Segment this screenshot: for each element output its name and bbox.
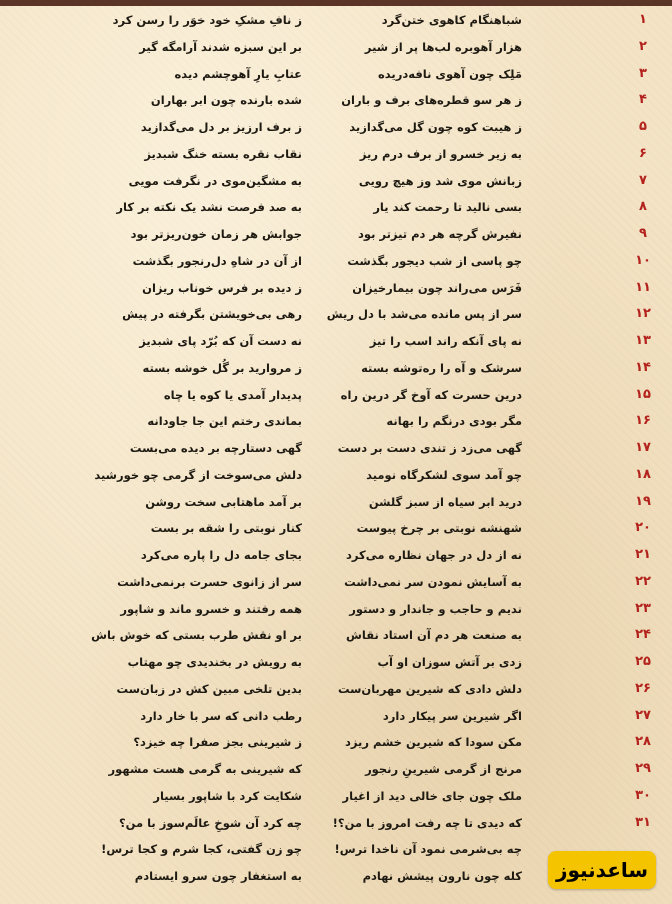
first-hemistich: فَرَس می‌راند چون بیمارخیزان	[352, 280, 522, 295]
first-hemistich: نفیرش گرچه هر دم تیزتر بود	[358, 227, 522, 241]
verse-number: ۵	[639, 119, 647, 134]
second-hemistich: ز دیده بر فرس خوناب ریزان	[142, 280, 302, 295]
second-hemistich: پدیدار آمدی یا کوه یا چاه	[163, 387, 302, 402]
verse-number: ۱۷	[635, 440, 651, 455]
verse-row	[0, 302, 672, 328]
verse-row	[0, 356, 672, 382]
first-hemistich: ملک چون جای خالی دید از اغیار	[342, 788, 522, 803]
second-hemistich: از آن در شاهِ دل‌رنجور بگذشت	[132, 253, 302, 268]
verse-number: ۱۵	[635, 386, 651, 402]
first-hemistich: مَلِک چون آهوی نافه‌دریده	[378, 66, 522, 81]
second-hemistich: شکایت کرد با شاپور بسیار	[153, 788, 302, 803]
second-hemistich: بر این سبزه شدند آرامگه گیر	[139, 39, 302, 54]
verse-row	[0, 811, 672, 837]
verse-row	[0, 543, 672, 569]
second-hemistich: عتابِ یارِ آهوچشم دیده	[174, 66, 302, 81]
first-hemistich: مگر بودی درنگم را بهانه	[386, 414, 522, 429]
first-hemistich: شهنشه نوبتی بر چرخ پیوست	[356, 521, 522, 536]
second-hemistich: جوابش هر زمان خون‌ریزتر بود	[130, 227, 302, 241]
second-hemistich: همه رفتند و خسرو ماند و شاپور	[120, 601, 302, 616]
verse-number: ۱۶	[635, 413, 651, 429]
first-hemistich: مرنج از گرمی شیرینِ رنجور	[365, 762, 522, 776]
verse-number: ۸	[639, 199, 647, 215]
second-hemistich: چه کرد آن شوخِ عالَم‌سوز با من؟	[118, 815, 302, 830]
verse-number: ۱۴	[635, 359, 651, 375]
second-hemistich: بر آمد ماهتابی سخت روشن	[145, 494, 302, 509]
second-hemistich: دلش می‌سوخت از گرمی چو خورشید	[94, 467, 302, 482]
verse-row	[0, 436, 672, 462]
second-hemistich: ز برف ارزیز بر دل می‌گدازید	[140, 120, 302, 134]
verse-number: ۲۰	[635, 520, 651, 536]
first-hemistich: که دیدی تا چه رفت امروز با من؟!	[332, 815, 522, 830]
first-hemistich: چو پاسی از شب دیجور بگذشت	[347, 253, 522, 268]
verse-number: ۲۸	[635, 734, 651, 750]
first-hemistich: ندیم و حاجب و جاندار و دستور	[349, 601, 522, 616]
verse-number: ۳۰	[635, 787, 651, 803]
verse-number: ۲۱	[635, 547, 651, 562]
second-hemistich: بجای جامه دل را پاره می‌کرد	[140, 548, 302, 562]
second-hemistich: رطب دانی که سر با خار دارد	[140, 708, 302, 723]
second-hemistich: چو زن گفتی، کجا شرم و کجا ترس!	[101, 842, 302, 857]
verse-number: ۱۸	[635, 466, 651, 482]
verse-row	[0, 463, 672, 489]
verse-number: ۱۳	[635, 333, 651, 348]
verse-row	[0, 490, 672, 516]
first-hemistich: چو آمد سوی لشکرگاه نومید	[366, 467, 522, 482]
verse-row	[0, 329, 672, 355]
first-hemistich: به صنعت هر دم آن استاد نقاش	[346, 628, 522, 643]
second-hemistich: به صد فرصت نشد یک نکته بر کار	[116, 200, 302, 215]
second-hemistich: کنار نوبتی را شقه بر بست	[150, 521, 302, 536]
first-hemistich: اگر شیرین سر پیکار دارد	[382, 708, 522, 723]
verse-row	[0, 195, 672, 221]
first-hemistich: زبانش موی شد وز هیچ رویی	[358, 173, 522, 188]
verse-row	[0, 409, 672, 435]
verse-number: ۱۱	[635, 279, 651, 295]
verse-number: ۶	[639, 145, 647, 161]
first-hemistich: سرشک و آه را رەتوشه بسته	[361, 360, 522, 375]
second-hemistich: شده بارنده چون ابر بهاران	[150, 93, 302, 108]
verse-number: ۳	[639, 65, 647, 81]
first-hemistich: چه بی‌شرمی نمود آن ناخدا ترس!	[334, 842, 522, 857]
verse-row	[0, 650, 672, 676]
first-hemistich: هزار آهوبره لب‌ها پر از شیر	[364, 39, 522, 54]
verse-number: ۴	[639, 92, 647, 108]
first-hemistich: گهی می‌زد ز تندی دست بر دست	[337, 441, 522, 455]
verse-row	[0, 784, 672, 810]
first-hemistich: دلش دادی که شیرین مهربان‌ست	[337, 681, 522, 696]
first-hemistich: به آسایش نمودن سر نمی‌داشت	[344, 574, 522, 589]
first-hemistich: ز هیبت کوه چون گل می‌گدازید	[349, 120, 522, 134]
verse-number: ۲۷	[635, 707, 651, 723]
first-hemistich: بسی نالید تا رحمت کند یار	[373, 200, 522, 215]
second-hemistich: نقاب نقره بسته خنگ شبدیز	[144, 146, 302, 161]
verse-row	[0, 35, 672, 61]
verse-row	[0, 570, 672, 596]
verse-number: ۱۰	[635, 252, 651, 268]
verse-row	[0, 142, 672, 168]
second-hemistich: به رویش در بخندیدی چو مهتاب	[127, 655, 302, 669]
verse-number: ۹	[639, 226, 647, 241]
verse-row	[0, 597, 672, 623]
second-hemistich: که شیرینی به گرمی هست مشهور	[108, 762, 302, 776]
verse-number: ۲۹	[635, 761, 651, 776]
first-hemistich: سر از پس مانده می‌شد با دل ریش	[326, 307, 522, 322]
verse-row	[0, 704, 672, 730]
first-hemistich: کله چون نارون پیشش نهادم	[362, 869, 522, 883]
first-hemistich: درید ابر سیاه از سبز گلشن	[368, 494, 522, 509]
verse-number: ۱	[639, 12, 647, 27]
first-hemistich: شباهنگام کاهوی ختن‌گرد	[381, 13, 522, 27]
verse-row	[0, 115, 672, 141]
verse-row	[0, 730, 672, 756]
first-hemistich: زدی بر آتش سوزان او آب	[377, 655, 522, 669]
verse-number: ۲۶	[635, 680, 651, 696]
verse-row	[0, 516, 672, 542]
verse-number: ۲	[639, 38, 647, 54]
verse-row	[0, 169, 672, 195]
verse-row	[0, 276, 672, 302]
second-hemistich: گهی دستارچه بر دیده می‌بست	[129, 441, 302, 455]
second-hemistich: ز شیرینی بجز صفرا چه خیزد؟	[133, 735, 302, 750]
verse-row	[0, 757, 672, 783]
verse-row	[0, 249, 672, 275]
first-hemistich: نه از دل در جهان نظاره می‌کرد	[345, 548, 522, 562]
logo-text: ساعدنیوز	[555, 858, 649, 882]
verse-row	[0, 222, 672, 248]
first-hemistich: درین حسرت که آوخ گر درین راه	[340, 387, 522, 402]
verse-number: ۱۹	[635, 493, 651, 509]
first-hemistich: ز هر سو قطره‌های برف و باران	[341, 93, 522, 108]
verse-number: ۲۵	[635, 654, 651, 669]
verse-number: ۲۳	[635, 600, 651, 616]
second-hemistich: بدین تلخی مبین کش در زبان‌ست	[116, 681, 302, 696]
second-hemistich: ز نافِ مشکِ خود خوَر را رسن کرد	[112, 13, 302, 27]
verse-row	[0, 383, 672, 409]
second-hemistich: بماندی رختم این جا جاودانه	[147, 414, 302, 429]
verse-number: ۱۲	[635, 306, 651, 322]
saednews-logo	[548, 851, 656, 889]
verse-row	[0, 88, 672, 114]
top-border	[0, 0, 672, 6]
poem-table	[0, 8, 672, 896]
verse-row	[0, 677, 672, 703]
second-hemistich: به مشگین‌موی در نگرفت مویی	[128, 173, 302, 188]
second-hemistich: نه دست آن که بُرّد پای شبدیز	[139, 334, 302, 348]
first-hemistich: به زیر خسرو از برف درم ریز	[359, 146, 522, 161]
verse-number: ۷	[639, 172, 647, 188]
verse-row	[0, 62, 672, 88]
verse-number: ۲۴	[635, 627, 651, 643]
first-hemistich: مکن سودا که شیرین خشم ریزد	[344, 735, 522, 750]
verse-number: ۳۱	[635, 814, 651, 830]
verse-row	[0, 623, 672, 649]
second-hemistich: سر از زانوی حسرت برنمی‌داشت	[117, 574, 302, 589]
verse-row	[0, 8, 672, 34]
first-hemistich: نه پای آنکه راند اسب را تیز	[369, 334, 522, 348]
second-hemistich: ز مروارید بر گُل خوشه بسته	[142, 360, 302, 375]
second-hemistich: رهی بی‌خویشتن بگرفته در پیش	[122, 307, 302, 322]
second-hemistich: بر او نقش طرب بستی که خوش باش	[91, 628, 302, 643]
second-hemistich: به استغفار چون سرو ایستادم	[134, 869, 302, 883]
verse-number: ۲۲	[635, 573, 651, 589]
